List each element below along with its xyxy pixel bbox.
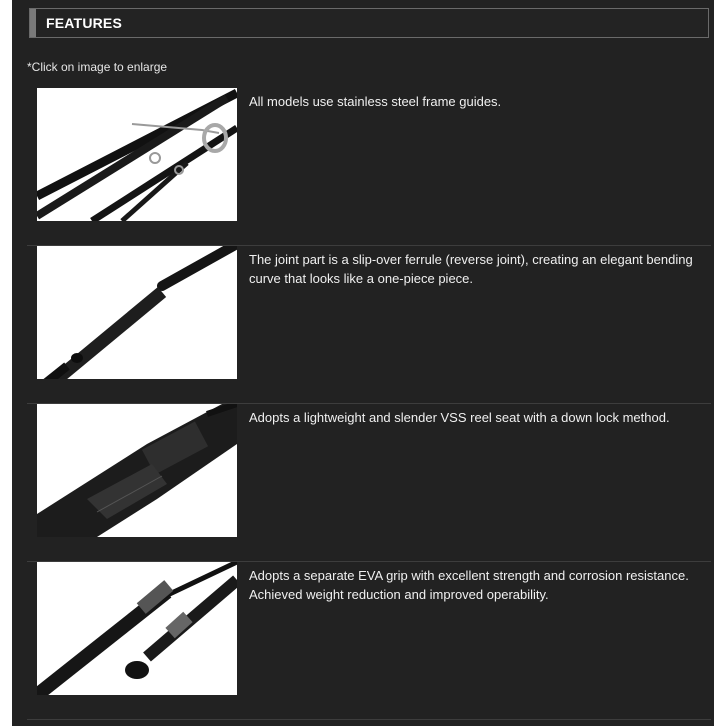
feature-text: Adopts a separate EVA grip with excellent strength and corrosion resistance. Achieved weight reduction and improved operability.	[249, 568, 689, 602]
rod-guides-image[interactable]	[37, 88, 237, 221]
feature-item	[27, 404, 711, 562]
feature-divider	[27, 719, 711, 720]
feature-item	[27, 246, 711, 404]
section-header	[29, 8, 709, 38]
feature-item	[27, 562, 711, 720]
features-panel	[12, 0, 714, 726]
reel-seat-image[interactable]	[37, 404, 237, 537]
section-title: FEATURES	[46, 15, 123, 31]
feature-text: All models use stainless steel frame guides.	[249, 94, 502, 109]
enlarge-note: *Click on image to enlarge	[27, 60, 168, 74]
eva-grip-image[interactable]	[37, 562, 237, 695]
header-accent-bar	[30, 9, 36, 37]
feature-text: Adopts a lightweight and slender VSS reel seat with a down lock method.	[249, 410, 670, 425]
feature-text: The joint part is a slip-over ferrule (reverse joint), creating an elegant bending curve that looks like a one-piece piece.	[249, 252, 693, 286]
rod-ferrule-image[interactable]	[37, 246, 237, 379]
feature-item	[27, 88, 711, 246]
